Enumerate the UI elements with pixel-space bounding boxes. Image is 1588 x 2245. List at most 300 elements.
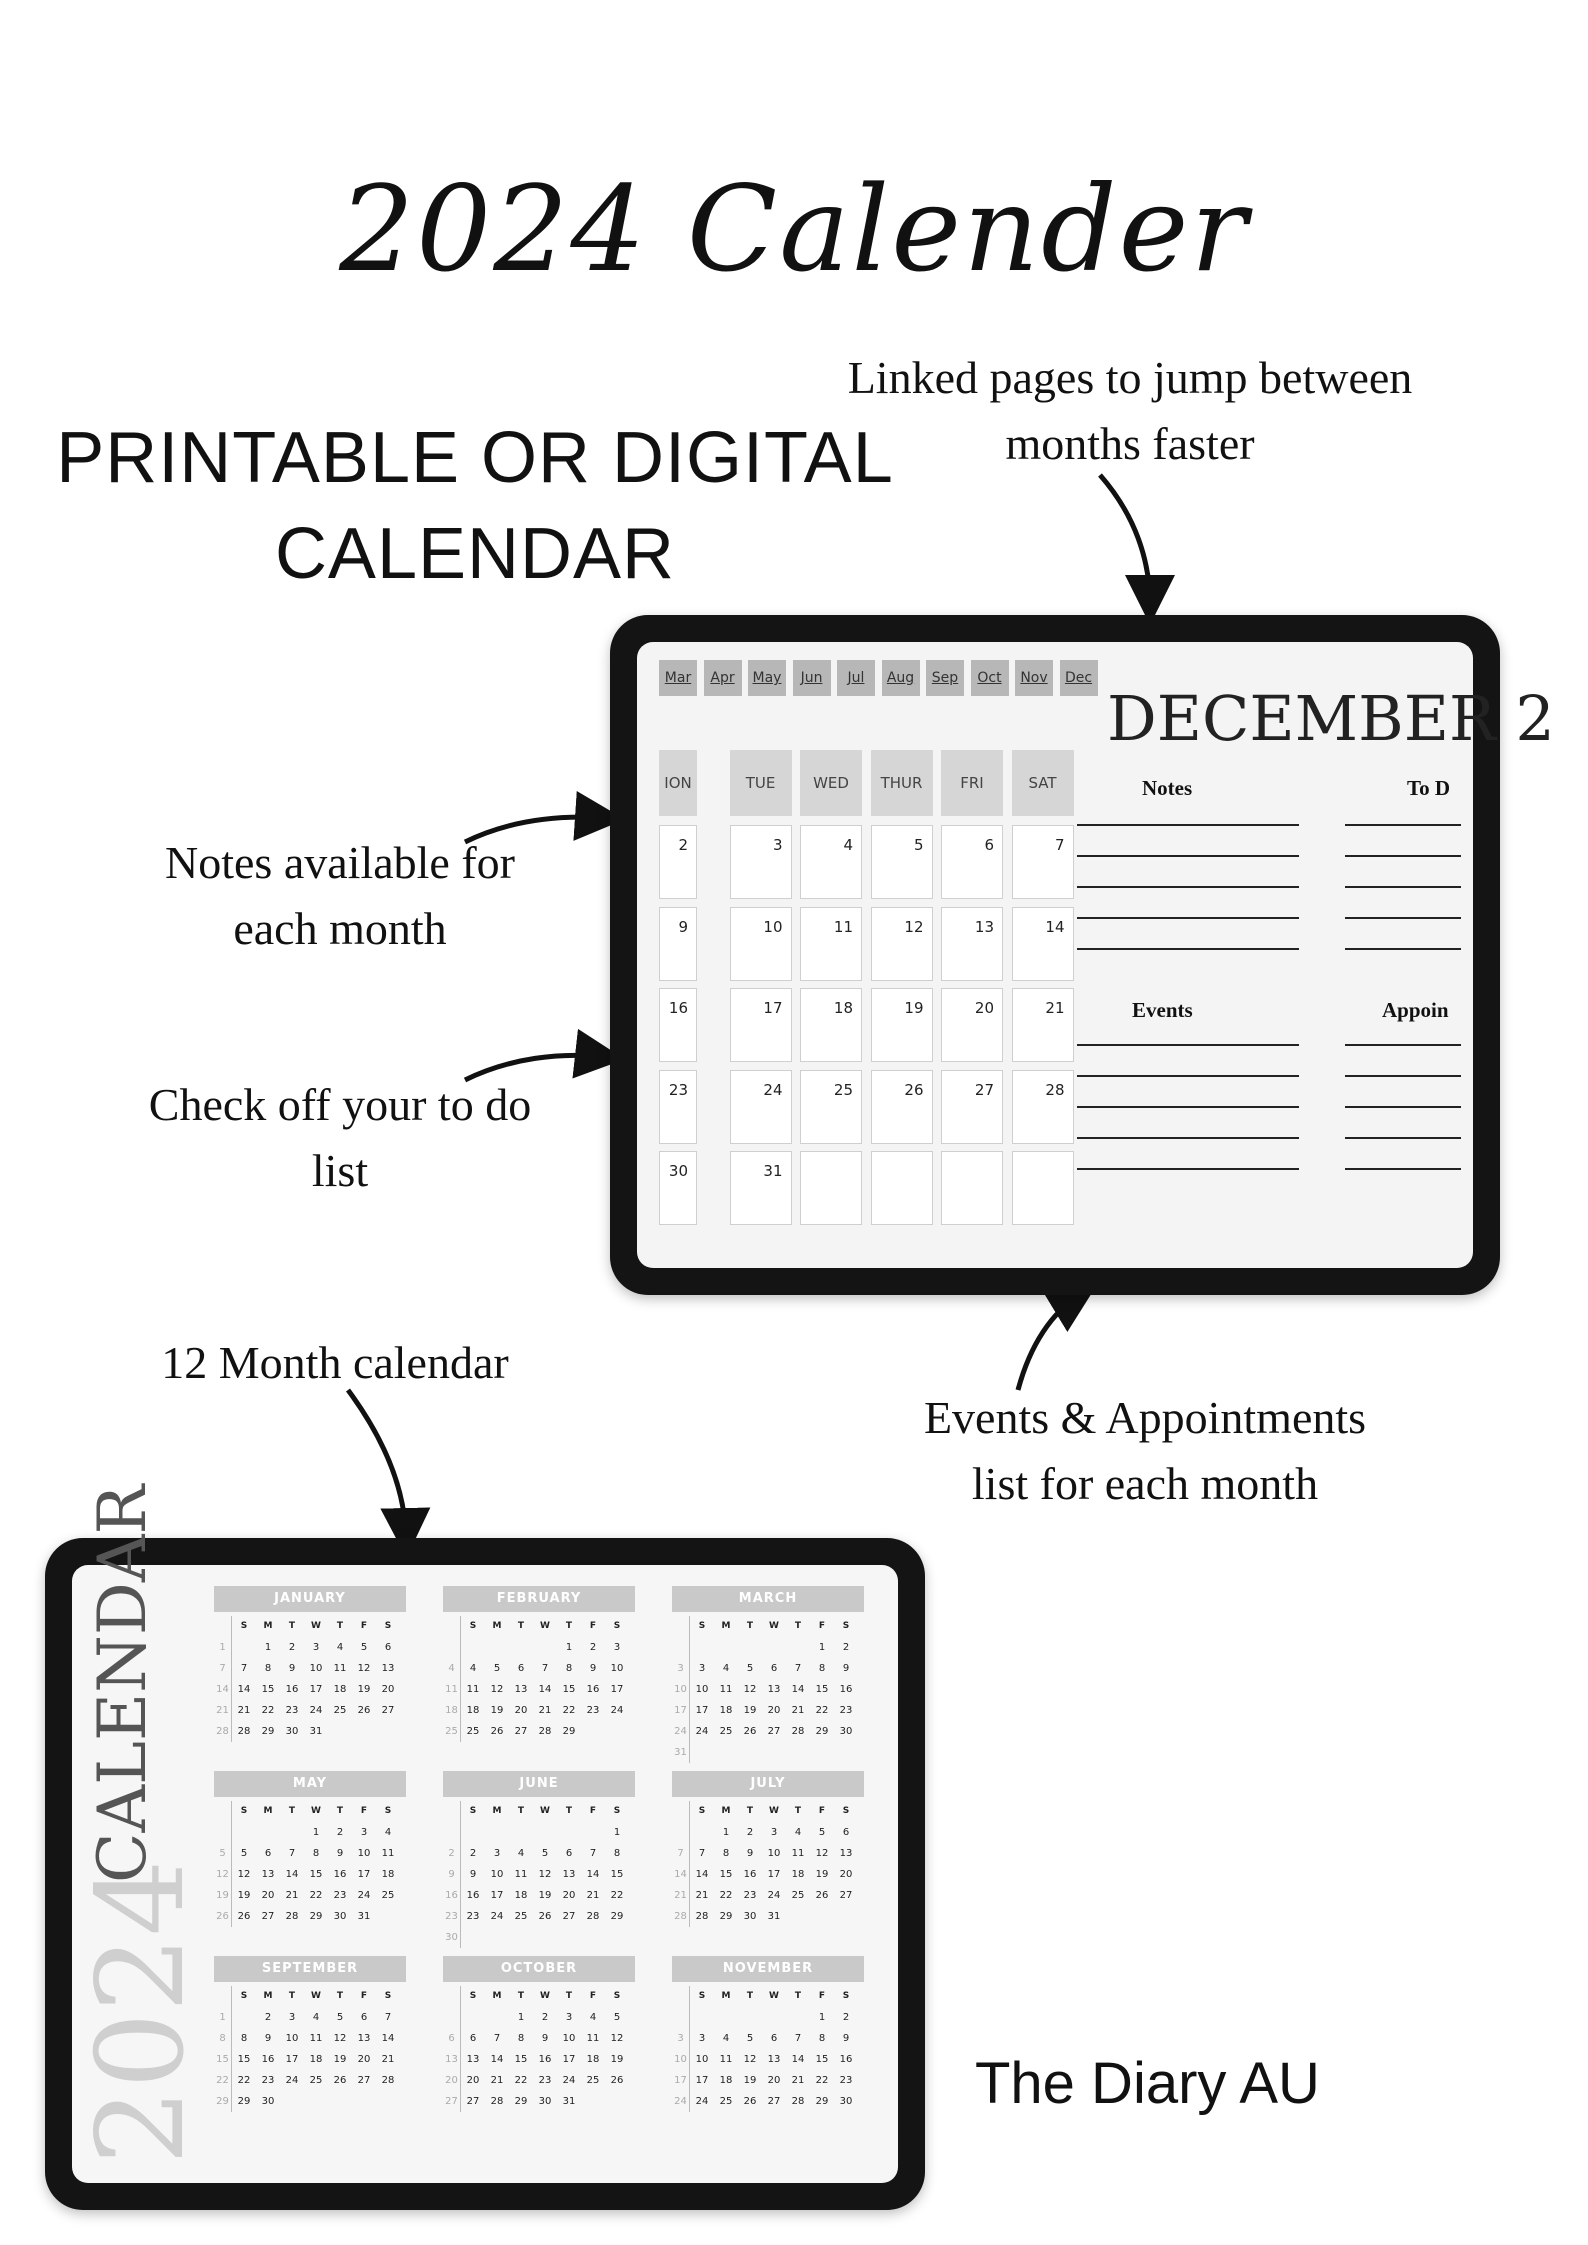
mini-day: 14 — [237, 1684, 251, 1695]
mini-day: 23 — [743, 1890, 757, 1901]
mini-day: 3 — [698, 1663, 706, 1674]
mini-day: 7 — [493, 2033, 501, 2044]
day-header: ION — [659, 750, 697, 816]
month-tab-jun[interactable]: Jun — [793, 660, 831, 696]
mini-day: 5 — [336, 2012, 344, 2023]
mini-day: 13 — [357, 2033, 371, 2044]
mini-day: 11 — [719, 1684, 733, 1695]
mini-day: 8 — [565, 1663, 573, 1674]
weekday-letter: T — [288, 1991, 296, 2001]
week-number — [214, 1986, 232, 2007]
month-tab-apr[interactable]: Apr — [704, 660, 742, 696]
mini-day: 19 — [743, 2075, 757, 2086]
mini-day: 18 — [466, 1705, 480, 1716]
mini-day: 23 — [333, 1890, 347, 1901]
mini-day: 21 — [538, 1705, 552, 1716]
mini-day: 20 — [767, 2075, 781, 2086]
writing-line — [1077, 948, 1299, 950]
mini-day: 5 — [746, 1663, 754, 1674]
mini-day: 17 — [610, 1684, 624, 1695]
mini-day — [533, 1822, 557, 1843]
mini-day: 30 — [839, 2096, 853, 2107]
day-cell[interactable] — [1012, 1151, 1074, 1225]
day-cell[interactable] — [730, 988, 792, 1062]
day-cell[interactable] — [941, 825, 1003, 899]
vertical-year-label: 2024 — [72, 1859, 211, 2165]
arrow-twelve-month-icon — [348, 1390, 406, 1538]
mini-day: 21 — [490, 2075, 504, 2086]
day-number: 30 — [668, 1162, 688, 1180]
weekday-letter: F — [360, 1806, 368, 1816]
month-tab-oct[interactable]: Oct — [971, 660, 1009, 696]
day-header: TUE — [730, 750, 792, 816]
mini-day: 17 — [357, 1869, 371, 1880]
mini-day: 30 — [333, 1911, 347, 1922]
mini-day — [762, 1637, 786, 1658]
weekday-letter: M — [263, 1806, 273, 1816]
mini-day: 19 — [357, 1684, 371, 1695]
week-number: 5 — [214, 1843, 232, 1864]
weekday-letter: M — [492, 1621, 502, 1631]
week-number: 21 — [672, 1885, 690, 1906]
weekday-letter: W — [769, 1621, 779, 1631]
mini-day — [762, 1742, 786, 1763]
mini-day: 9 — [589, 1663, 597, 1674]
mini-calendar-title: MARCH — [672, 1586, 864, 1612]
day-cell[interactable] — [659, 1151, 697, 1225]
mini-day: 9 — [746, 1848, 754, 1859]
mini-calendar-may[interactable] — [214, 1771, 406, 1927]
weekday-letter: M — [492, 1806, 502, 1816]
mini-day: 18 — [381, 1869, 395, 1880]
headline-line-1: PRINTABLE OR DIGITAL — [56, 418, 894, 498]
day-header: THUR — [871, 750, 933, 816]
mini-day — [533, 1927, 557, 1948]
mini-calendar-march[interactable] — [672, 1586, 864, 1763]
weekday-letter: W — [769, 1806, 779, 1816]
mini-day: 29 — [719, 1911, 733, 1922]
mini-day: 10 — [357, 1848, 371, 1859]
writing-line — [1077, 1106, 1299, 1108]
mini-day: 21 — [791, 1705, 805, 1716]
week-number: 13 — [443, 2049, 461, 2070]
mini-day — [376, 2091, 400, 2112]
day-header: FRI — [941, 750, 1003, 816]
mini-calendar-september[interactable] — [214, 1956, 406, 2112]
day-number: 18 — [833, 999, 853, 1017]
day-cell[interactable] — [730, 907, 792, 981]
mini-day: 13 — [514, 1684, 528, 1695]
day-cell[interactable] — [941, 907, 1003, 981]
day-cell[interactable] — [659, 988, 697, 1062]
mini-day: 4 — [384, 1827, 392, 1838]
day-number: 12 — [904, 917, 924, 936]
mini-day: 1 — [565, 1642, 573, 1653]
mini-day — [786, 1742, 810, 1763]
mini-calendar-grid — [443, 1616, 635, 1742]
mini-day: 17 — [767, 1869, 781, 1880]
mini-day: 9 — [264, 2033, 272, 2044]
mini-day: 7 — [794, 1663, 802, 1674]
mini-day: 18 — [719, 2075, 733, 2086]
month-tab-may[interactable]: May — [748, 660, 786, 696]
weekday-letter: M — [263, 1991, 273, 2001]
mini-calendar-title: SEPTEMBER — [214, 1956, 406, 1982]
mini-day — [690, 1742, 714, 1763]
weekday-letter: T — [794, 1621, 802, 1631]
weekday-letter: S — [613, 1991, 621, 2001]
mini-day — [280, 1822, 304, 1843]
mini-day — [232, 2007, 256, 2028]
week-number: 28 — [672, 1906, 690, 1927]
weekday-letter: S — [240, 1991, 248, 2001]
weekday-letter: S — [842, 1621, 850, 1631]
mini-calendar-november[interactable] — [672, 1956, 864, 2112]
mini-day: 11 — [466, 1684, 480, 1695]
mini-day: 20 — [357, 2054, 371, 2065]
day-cell[interactable] — [800, 988, 862, 1062]
mini-day: 4 — [722, 2033, 730, 2044]
writing-line — [1077, 824, 1299, 826]
mini-day: 22 — [261, 1705, 275, 1716]
mini-day: 18 — [333, 1684, 347, 1695]
mini-day: 15 — [514, 2054, 528, 2065]
mini-day: 25 — [719, 2096, 733, 2107]
mini-day: 23 — [466, 1911, 480, 1922]
mini-day: 8 — [722, 1848, 730, 1859]
weekday-letter: S — [469, 1621, 477, 1631]
mini-day: 24 — [562, 2075, 576, 2086]
weekday-letter: M — [721, 1806, 731, 1816]
day-cell[interactable] — [871, 1151, 933, 1225]
mini-day: 23 — [586, 1705, 600, 1716]
vertical-calendar-label: CALENDAR — [84, 1484, 161, 1883]
mini-day: 20 — [466, 2075, 480, 2086]
mini-day: 24 — [610, 1705, 624, 1716]
mini-day: 27 — [562, 1911, 576, 1922]
day-number: 10 — [763, 917, 783, 936]
mini-day: 13 — [381, 1663, 395, 1674]
mini-day: 7 — [240, 1663, 248, 1674]
week-number — [214, 1822, 232, 1843]
mini-day — [714, 1742, 738, 1763]
mini-calendar-october[interactable] — [443, 1956, 635, 2112]
week-number — [672, 1986, 690, 2007]
mini-calendar-february[interactable] — [443, 1586, 635, 1742]
day-cell[interactable] — [1012, 1070, 1074, 1144]
day-cell[interactable] — [871, 825, 933, 899]
weekday-letter: W — [540, 1621, 550, 1631]
day-number: 11 — [833, 917, 853, 936]
mini-day: 6 — [360, 2012, 368, 2023]
mini-day: 4 — [517, 1848, 525, 1859]
mini-calendar-june[interactable] — [443, 1771, 635, 1948]
month-tab-dec[interactable]: Dec — [1060, 660, 1098, 696]
week-number — [443, 1616, 461, 1637]
mini-day: 31 — [309, 1726, 323, 1737]
mini-day: 5 — [240, 1848, 248, 1859]
mini-day — [605, 1721, 629, 1742]
mini-day: 20 — [381, 1684, 395, 1695]
day-cell[interactable] — [1012, 907, 1074, 981]
mini-day — [690, 1637, 714, 1658]
mini-day — [232, 1637, 256, 1658]
callout-notes-line-2: each month — [233, 903, 447, 954]
day-number: 4 — [843, 836, 853, 854]
mini-day — [690, 1822, 714, 1843]
mini-day: 4 — [469, 1663, 477, 1674]
day-cell[interactable] — [941, 1151, 1003, 1225]
mini-day: 2 — [541, 2012, 549, 2023]
mini-day: 14 — [791, 2054, 805, 2065]
day-cell[interactable] — [730, 1151, 792, 1225]
weekday-letter: F — [589, 1806, 597, 1816]
mini-day: 4 — [794, 1827, 802, 1838]
week-number: 17 — [672, 2070, 690, 2091]
mini-day: 17 — [695, 2075, 709, 2086]
day-number: 2 — [678, 836, 688, 854]
mini-day: 1 — [517, 2012, 525, 2023]
week-number: 7 — [214, 1658, 232, 1679]
day-cell[interactable] — [941, 1070, 1003, 1144]
mini-day: 24 — [767, 1890, 781, 1901]
mini-day: 21 — [237, 1705, 251, 1716]
day-cell[interactable] — [871, 907, 933, 981]
mini-calendar-title: NOVEMBER — [672, 1956, 864, 1982]
mini-day: 28 — [490, 2096, 504, 2107]
mini-day: 14 — [490, 2054, 504, 2065]
day-number: 21 — [1045, 999, 1065, 1017]
mini-calendar-grid — [672, 1801, 864, 1927]
mini-day — [352, 2091, 376, 2112]
day-number: 14 — [1045, 917, 1065, 936]
day-cell[interactable] — [659, 907, 697, 981]
mini-day: 12 — [357, 1663, 371, 1674]
writing-line — [1077, 1044, 1299, 1046]
week-number: 31 — [672, 1742, 690, 1763]
mini-day: 5 — [746, 2033, 754, 2044]
day-headers — [659, 750, 1079, 816]
week-number — [672, 1616, 690, 1637]
mini-day: 2 — [336, 1827, 344, 1838]
mini-day: 7 — [384, 2012, 392, 2023]
mini-day: 1 — [722, 1827, 730, 1838]
mini-day: 12 — [743, 2054, 757, 2065]
day-number: 19 — [904, 999, 924, 1017]
writing-line — [1345, 917, 1461, 919]
week-number: 15 — [214, 2049, 232, 2070]
mini-day: 6 — [842, 1827, 850, 1838]
mini-day: 10 — [610, 1663, 624, 1674]
mini-day: 14 — [285, 1869, 299, 1880]
mini-day: 25 — [381, 1890, 395, 1901]
mini-day: 5 — [613, 2012, 621, 2023]
mini-day: 4 — [312, 2012, 320, 2023]
day-cell[interactable] — [800, 1070, 862, 1144]
mini-day: 13 — [466, 2054, 480, 2065]
month-tab-mar[interactable]: Mar — [659, 660, 697, 696]
weekday-letter: S — [384, 1991, 392, 2001]
mini-day: 17 — [695, 1705, 709, 1716]
day-number: 28 — [1045, 1080, 1065, 1099]
mini-day: 22 — [815, 1705, 829, 1716]
month-tab-aug[interactable]: Aug — [882, 660, 920, 696]
mini-day: 17 — [490, 1890, 504, 1901]
mini-day: 29 — [237, 2096, 251, 2107]
writing-line — [1077, 1137, 1299, 1139]
week-number — [672, 1801, 690, 1822]
week-number — [672, 2007, 690, 2028]
mini-day: 27 — [767, 1726, 781, 1737]
day-cell[interactable] — [800, 825, 862, 899]
mini-day: 12 — [538, 1869, 552, 1880]
mini-day: 16 — [285, 1684, 299, 1695]
mini-day: 19 — [490, 1705, 504, 1716]
day-cell[interactable] — [730, 825, 792, 899]
mini-day: 3 — [493, 1848, 501, 1859]
mini-day: 30 — [839, 1726, 853, 1737]
mini-day: 26 — [743, 2096, 757, 2107]
mini-day: 6 — [384, 1642, 392, 1653]
month-tab-nov[interactable]: Nov — [1015, 660, 1053, 696]
mini-day: 24 — [695, 2096, 709, 2107]
writing-line — [1077, 855, 1299, 857]
mini-day — [509, 1927, 533, 1948]
mini-day — [485, 1822, 509, 1843]
day-cell[interactable] — [730, 1070, 792, 1144]
mini-day: 8 — [517, 2033, 525, 2044]
day-number: 17 — [763, 999, 783, 1017]
mini-day: 22 — [309, 1890, 323, 1901]
day-cell[interactable] — [871, 988, 933, 1062]
writing-line — [1077, 1075, 1299, 1077]
week-number — [672, 1637, 690, 1658]
arrow-todo-icon — [465, 1055, 605, 1080]
weekday-letter: M — [492, 1991, 502, 2001]
mini-day: 16 — [586, 1684, 600, 1695]
day-cell[interactable] — [1012, 825, 1074, 899]
mini-day — [690, 2007, 714, 2028]
day-cell[interactable] — [800, 907, 862, 981]
weekday-letter: M — [263, 1621, 273, 1631]
week-number: 30 — [443, 1927, 461, 1948]
mini-day: 25 — [333, 1705, 347, 1716]
mini-day: 2 — [589, 1642, 597, 1653]
month-tab-jul[interactable]: Jul — [837, 660, 875, 696]
mini-day — [810, 1742, 834, 1763]
mini-day — [581, 2091, 605, 2112]
day-number: 9 — [678, 917, 688, 936]
weekday-letter: S — [842, 1991, 850, 2001]
mini-calendar-grid — [443, 1986, 635, 2112]
month-tab-sep[interactable]: Sep — [926, 660, 964, 696]
mini-day: 31 — [767, 1911, 781, 1922]
callout-events-line-2: list for each month — [971, 1458, 1319, 1509]
week-number: 10 — [672, 2049, 690, 2070]
mini-day: 30 — [538, 2096, 552, 2107]
writing-line — [1077, 1168, 1299, 1170]
mini-day: 18 — [719, 1705, 733, 1716]
weekday-letter: T — [746, 1621, 754, 1631]
mini-day: 2 — [469, 1848, 477, 1859]
week-number: 9 — [443, 1864, 461, 1885]
week-number — [443, 1986, 461, 2007]
mini-day: 28 — [237, 1726, 251, 1737]
mini-day — [738, 1742, 762, 1763]
day-cell[interactable] — [1012, 988, 1074, 1062]
mini-day: 16 — [538, 2054, 552, 2065]
mini-day — [605, 1927, 629, 1948]
mini-calendar-january[interactable] — [214, 1586, 406, 1742]
mini-day: 1 — [312, 1827, 320, 1838]
mini-day — [738, 1637, 762, 1658]
mini-calendar-july[interactable] — [672, 1771, 864, 1927]
day-cell[interactable] — [659, 1070, 697, 1144]
weekday-letter: T — [336, 1991, 344, 2001]
week-number — [443, 2007, 461, 2028]
weekday-letter: S — [842, 1806, 850, 1816]
day-header: SAT — [1012, 750, 1074, 816]
week-number: 24 — [672, 2091, 690, 2112]
mini-calendar-title: MAY — [214, 1771, 406, 1797]
weekday-letter: T — [565, 1806, 573, 1816]
mini-day: 31 — [357, 1911, 371, 1922]
mini-day: 22 — [514, 2075, 528, 2086]
weekday-letter: T — [336, 1621, 344, 1631]
weekday-letter: S — [469, 1806, 477, 1816]
mini-day: 26 — [538, 1911, 552, 1922]
mini-day: 1 — [818, 2012, 826, 2023]
mini-day: 8 — [818, 2033, 826, 2044]
mini-day: 22 — [562, 1705, 576, 1716]
mini-calendar-title: JULY — [672, 1771, 864, 1797]
mini-day: 10 — [695, 2054, 709, 2065]
weekday-letter: S — [698, 1806, 706, 1816]
mini-day: 23 — [285, 1705, 299, 1716]
mini-day: 15 — [261, 1684, 275, 1695]
weekday-letter: F — [818, 1621, 826, 1631]
mini-day: 26 — [237, 1911, 251, 1922]
writing-line — [1345, 1044, 1461, 1046]
mini-day: 10 — [562, 2033, 576, 2044]
mini-day — [304, 2091, 328, 2112]
week-number: 14 — [214, 1679, 232, 1700]
mini-day: 8 — [312, 1848, 320, 1859]
year-screen — [72, 1484, 898, 2183]
mini-day: 11 — [791, 1848, 805, 1859]
mini-day: 27 — [839, 1890, 853, 1901]
mini-day: 3 — [312, 1642, 320, 1653]
mini-day: 2 — [842, 2012, 850, 2023]
day-cell[interactable] — [800, 1151, 862, 1225]
appointments-label: Appoin — [1382, 998, 1449, 1022]
day-cell[interactable] — [941, 988, 1003, 1062]
day-number: 3 — [772, 836, 783, 854]
mini-day: 18 — [514, 1890, 528, 1901]
mini-day: 20 — [261, 1890, 275, 1901]
week-number: 11 — [443, 1679, 461, 1700]
mini-day: 27 — [261, 1911, 275, 1922]
mini-day: 10 — [285, 2033, 299, 2044]
day-cell[interactable] — [871, 1070, 933, 1144]
mini-day: 3 — [770, 1827, 778, 1838]
day-number: 27 — [974, 1080, 994, 1099]
mini-day: 31 — [562, 2096, 576, 2107]
mini-day: 28 — [695, 1911, 709, 1922]
week-number: 12 — [214, 1864, 232, 1885]
day-cell[interactable] — [659, 825, 697, 899]
weekday-letter: W — [540, 1806, 550, 1816]
